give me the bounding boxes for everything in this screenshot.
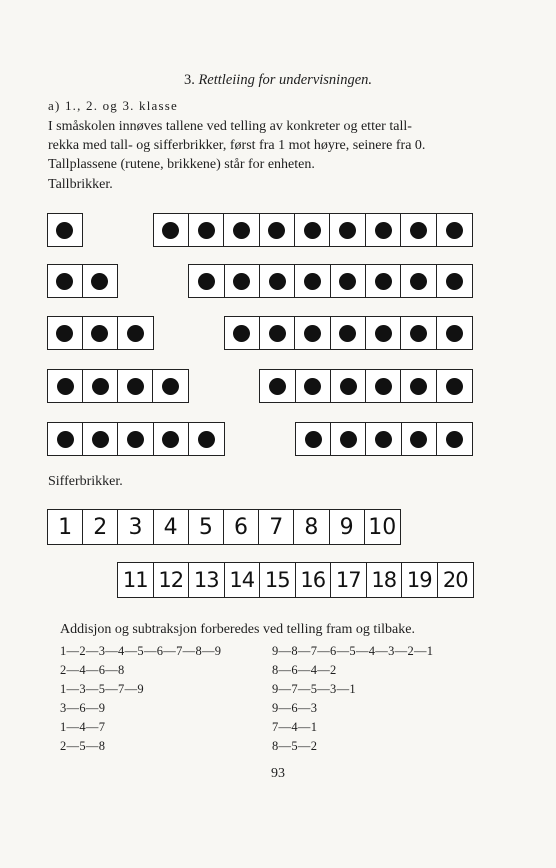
sequence-line: 9—6—3 (272, 701, 318, 715)
tile (118, 317, 153, 349)
tile (437, 317, 472, 349)
tile (260, 214, 295, 246)
sequence-line: 9—7—5—3—1 (272, 682, 356, 696)
tile (366, 265, 401, 297)
tile (83, 265, 118, 297)
tile (401, 370, 436, 402)
tile (331, 317, 366, 349)
tile (366, 214, 401, 246)
tile-row-4-right (259, 369, 473, 403)
digit-tile: 1 (48, 510, 83, 544)
page-number: 93 (271, 766, 285, 781)
dot-icon (162, 222, 179, 239)
dot-icon (410, 325, 427, 342)
dot-icon (375, 222, 392, 239)
tile-row-3-right (224, 316, 473, 350)
tile (153, 370, 188, 402)
tile (83, 423, 118, 455)
tile (48, 265, 83, 297)
tile (366, 423, 401, 455)
section-heading (0, 72, 556, 89)
dot-icon (269, 325, 286, 342)
counting-sequences-backward (272, 642, 433, 756)
tile (295, 214, 330, 246)
digit-tile: 17 (331, 563, 367, 597)
dot-icon (410, 378, 427, 395)
dot-icon (446, 325, 463, 342)
dot-icon (92, 431, 109, 448)
tile (83, 370, 118, 402)
tile-row-3-left (47, 316, 154, 350)
tile (366, 370, 401, 402)
tile (437, 214, 472, 246)
tile (331, 265, 366, 297)
digit-tile: 16 (296, 563, 332, 597)
dot-icon (410, 222, 427, 239)
digit-tile: 9 (330, 510, 365, 544)
digit-tile: 7 (259, 510, 294, 544)
sifferbrikker-label: Sifferbrikker. (48, 474, 123, 489)
dot-icon (56, 222, 73, 239)
section-number: 3. (183, 72, 195, 88)
dot-icon (233, 273, 250, 290)
dot-icon (339, 273, 356, 290)
intro-paragraph (48, 117, 478, 174)
dot-icon (162, 378, 179, 395)
dot-icon (340, 378, 357, 395)
tile (118, 370, 153, 402)
dot-icon (162, 431, 179, 448)
dot-icon (57, 378, 74, 395)
dot-icon (91, 325, 108, 342)
tile-row-5-right (295, 422, 473, 456)
dot-icon (446, 378, 463, 395)
dot-icon (339, 325, 356, 342)
dot-icon (375, 378, 392, 395)
tile (118, 423, 153, 455)
tile-row-1-left (47, 213, 83, 247)
sequence-line: 9—8—7—6—5—4—3—2—1 (272, 644, 434, 658)
tile (331, 370, 366, 402)
tile (48, 370, 83, 402)
digit-tile: 20 (442, 568, 468, 592)
digit-tile: 18 (367, 563, 403, 597)
section-title: Rettleiing for undervisningen. (198, 72, 373, 88)
tile-row-1-right (153, 213, 473, 247)
tile (260, 370, 295, 402)
dot-icon (127, 378, 144, 395)
digit-tile: 8 (294, 510, 329, 544)
tile-row-2-right (188, 264, 473, 298)
digit-tiles-row-11-20 (117, 562, 474, 598)
tile (189, 214, 224, 246)
tile (296, 423, 331, 455)
dot-icon (340, 431, 357, 448)
tile-row-2-left (47, 264, 118, 298)
sequence-line: 1—3—5—7—9 (60, 682, 144, 696)
tile (260, 317, 295, 349)
dot-icon (304, 222, 321, 239)
tile (154, 214, 189, 246)
tile (154, 423, 189, 455)
paragraph-line: I småskolen innøves tallene ved telling av konkreter og etter tall- (48, 119, 412, 134)
dot-icon (92, 378, 109, 395)
sequence-line: 8—5—2 (272, 739, 318, 753)
dot-icon (269, 273, 286, 290)
digit-tile: 14 (225, 563, 261, 597)
dot-icon (198, 222, 215, 239)
tile (296, 370, 331, 402)
digit-tile: 11 (118, 563, 154, 597)
dot-icon (304, 325, 321, 342)
tile (437, 370, 472, 402)
tile (331, 423, 366, 455)
subheading: a) 1., 2. og 3. klasse (48, 98, 179, 113)
dot-icon (305, 431, 322, 448)
digit-tile: 5 (189, 510, 224, 544)
tile (48, 214, 82, 246)
tile (295, 317, 330, 349)
sequence-line: 2—4—6—8 (60, 663, 125, 677)
dot-icon (375, 325, 392, 342)
dot-icon (375, 431, 392, 448)
sequence-line: 8—6—4—2 (272, 663, 337, 677)
dot-icon (198, 431, 215, 448)
tile (401, 214, 436, 246)
dot-icon (127, 431, 144, 448)
tile (437, 265, 472, 297)
dot-icon (198, 273, 215, 290)
paragraph-line: rekka med tall- og sifferbrikker, først fra 1 mot høyre, seinere fra 0. (48, 138, 426, 153)
digit-tile: 12 (154, 563, 190, 597)
tile (225, 265, 260, 297)
sequence-line: 2—5—8 (60, 739, 106, 753)
dot-icon (56, 273, 73, 290)
paragraph-line: Tallplassene (rutene, brikkene) står for enheten. (48, 157, 315, 172)
dot-icon (304, 378, 321, 395)
dot-icon (56, 325, 73, 342)
tile (225, 317, 260, 349)
digit-tile: 6 (224, 510, 259, 544)
dot-icon (304, 273, 321, 290)
tile (401, 265, 436, 297)
digit-tiles-row-1-10 (47, 509, 401, 545)
tile (83, 317, 118, 349)
sequence-line: 1—2—3—4—5—6—7—8—9 (60, 644, 222, 658)
dot-icon (375, 273, 392, 290)
counting-sequences-forward (60, 642, 221, 756)
dot-icon (446, 222, 463, 239)
sequence-line: 7—4—1 (272, 720, 318, 734)
dot-icon (233, 325, 250, 342)
tile (260, 265, 295, 297)
tile (437, 423, 472, 455)
tile (48, 317, 83, 349)
sequence-line: 1—4—7 (60, 720, 106, 734)
digit-tile: 2 (83, 510, 118, 544)
tile (402, 423, 437, 455)
tile (48, 423, 83, 455)
dot-icon (91, 273, 108, 290)
digit-tile: 19 (402, 563, 438, 597)
dot-icon (339, 222, 356, 239)
tile (330, 214, 365, 246)
dot-icon (57, 431, 74, 448)
dot-icon (127, 325, 144, 342)
digit-tile: 3 (118, 510, 153, 544)
tile (295, 265, 330, 297)
dot-icon (446, 273, 463, 290)
tile-row-5-left (47, 422, 225, 456)
dot-icon (233, 222, 250, 239)
dot-icon (410, 273, 427, 290)
tile-row-4-left (47, 369, 189, 403)
tile (401, 317, 436, 349)
dot-icon (446, 431, 463, 448)
dot-icon (410, 431, 427, 448)
tile (189, 423, 224, 455)
dot-icon (268, 222, 285, 239)
digit-tile: 4 (154, 510, 189, 544)
tile (224, 214, 259, 246)
addition-subtraction-text: Addisjon og subtraksjon forberedes ved telling fram og tilbake. (60, 622, 415, 637)
digit-tile: 10 (368, 514, 397, 540)
dot-icon (269, 378, 286, 395)
digit-tile: 15 (260, 563, 296, 597)
tile (366, 317, 401, 349)
digit-tile: 13 (189, 563, 225, 597)
tile (189, 265, 224, 297)
sequence-line: 3—6—9 (60, 701, 106, 715)
tallbrikker-label: Tallbrikker. (48, 177, 113, 192)
